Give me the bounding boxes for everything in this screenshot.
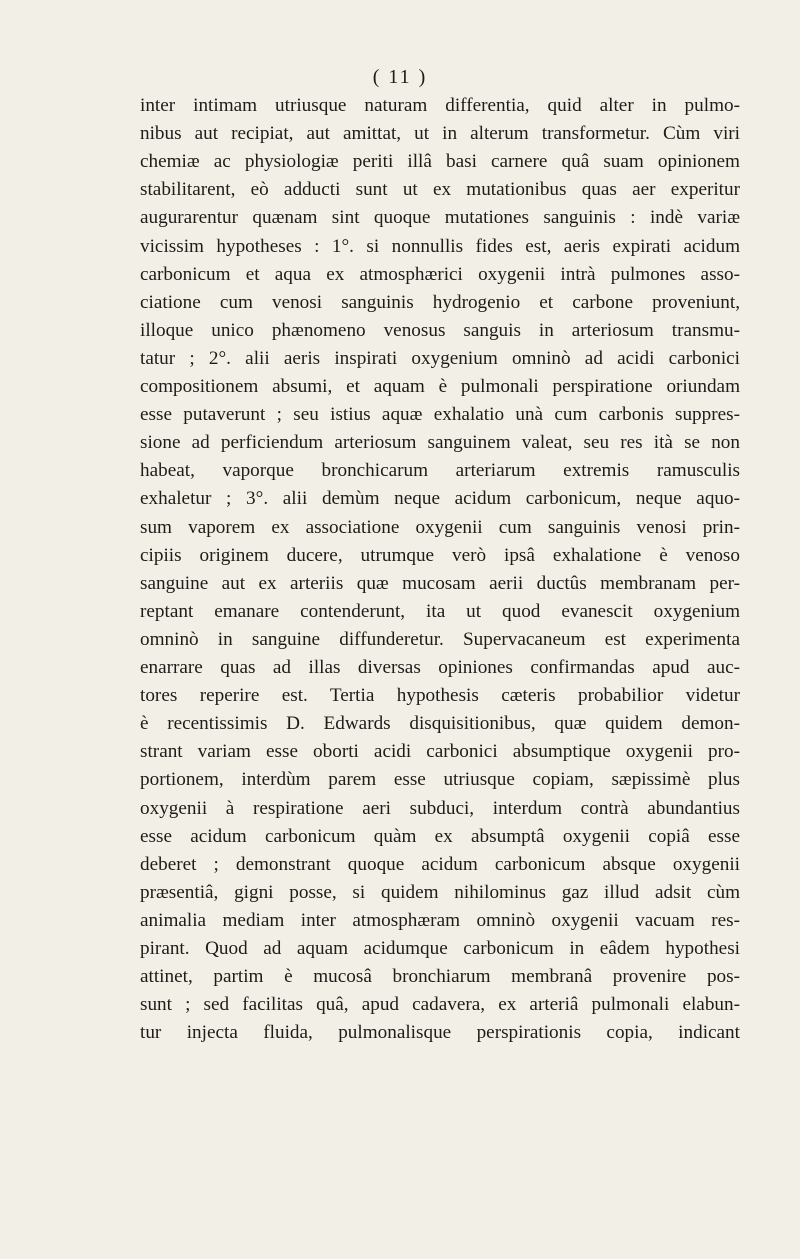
- text-line: præsentiâ, gigni posse, si quidem nihilominus gaz illud adsit cùm: [140, 881, 740, 903]
- text-line: strant variam esse oborti acidi carbonici absumptique oxygenii pro-: [140, 741, 740, 763]
- text-line: cipiis originem ducere, utrumque verò ipsâ exhalatione è venoso: [140, 544, 740, 566]
- text-line: tores reperire est. Tertia hypothesis cæteris probabilior videtur: [140, 685, 740, 707]
- text-line: tur injecta fluida, pulmonalisque perspirationis copia, indicant: [140, 1022, 740, 1044]
- text-line: deberet ; demonstrant quoque acidum carbonicum absque oxygenii: [140, 853, 740, 875]
- text-line: chemiæ ac physiologiæ periti illâ basi carnere quâ suam opinionem: [140, 151, 740, 173]
- text-line: inter intimam utriusque naturam differentia, quid alter in pulmo-: [140, 95, 740, 116]
- text-line: vicissim hypotheses : 1°. si nonnullis fides est, aeris expirati acidum: [140, 235, 740, 257]
- text-line: sione ad perficiendum arteriosum sanguinem valeat, seu res ità se non: [140, 432, 740, 454]
- text-line: omninò in sanguine diffunderetur. Supervacaneum est experimenta: [140, 628, 740, 650]
- text-line: pirant. Quod ad aquam acidumque carbonicum in eâdem hypothesi: [140, 938, 740, 959]
- text-line: oxygenii à respiratione aeri subduci, interdum contrà abundantius: [140, 797, 740, 819]
- text-line: habeat, vaporque bronchicarum arteriarum extremis ramusculis: [140, 460, 740, 482]
- text-line: stabilitarent, eò adducti sunt ut ex mutationibus quas aer experitur: [140, 179, 740, 201]
- text-line: compositionem absumi, et aquam è pulmonali perspiratione oriundam: [140, 376, 740, 397]
- text-line: è recentissimis D. Edwards disquisitionibus, quæ quidem demon-: [140, 713, 740, 735]
- text-line: reptant emanare contenderunt, ita ut quod evanescit oxygenium: [140, 600, 740, 622]
- text-line: augurarentur quænam sint quoque mutationes sanguinis : indè variæ: [140, 207, 740, 229]
- text-line: attinet, partim è mucosâ bronchiarum membranâ provenire pos-: [140, 966, 740, 988]
- text-line: sunt ; sed facilitas quâ, apud cadavera, ex arteriâ pulmonali elabun-: [140, 994, 740, 1016]
- page-number: ( 11 ): [372, 66, 428, 88]
- text-line: tatur ; 2°. alii aeris inspirati oxygenium omninò ad acidi carbonici: [140, 347, 740, 369]
- text-line: illoque unico phænomeno venosus sanguis in arteriosum transmu-: [140, 319, 740, 341]
- text-line: ciatione cum venosi sanguinis hydrogenio et carbone proveniunt,: [140, 291, 740, 313]
- text-line: sum vaporem ex associatione oxygenii cum sanguinis venosi prin-: [140, 516, 740, 538]
- text-line: nibus aut recipiat, aut amittat, ut in alterum transformetur. Cùm viri: [140, 123, 740, 145]
- text-line: carbonicum et aqua ex atmosphærici oxygenii intrà pulmones asso-: [140, 263, 740, 285]
- text-line: exhaletur ; 3°. alii demùm neque acidum carbonicum, neque aquo-: [140, 488, 740, 510]
- text-line: esse putaverunt ; seu istius aquæ exhalatio unà cum carbonis suppres-: [140, 404, 740, 426]
- text-line: enarrare quas ad illas diversas opiniones confirmandas apud auc-: [140, 657, 740, 678]
- text-line: sanguine aut ex arteriis quæ mucosam aerii ductûs membranam per-: [140, 572, 740, 594]
- text-line: esse acidum carbonicum quàm ex absumptâ oxygenii copiâ esse: [140, 825, 740, 847]
- text-line: animalia mediam inter atmosphæram omninò oxygenii vacuam res-: [140, 909, 740, 931]
- text-line: portionem, interdùm parem esse utriusque copiam, sæpissimè plus: [140, 769, 740, 791]
